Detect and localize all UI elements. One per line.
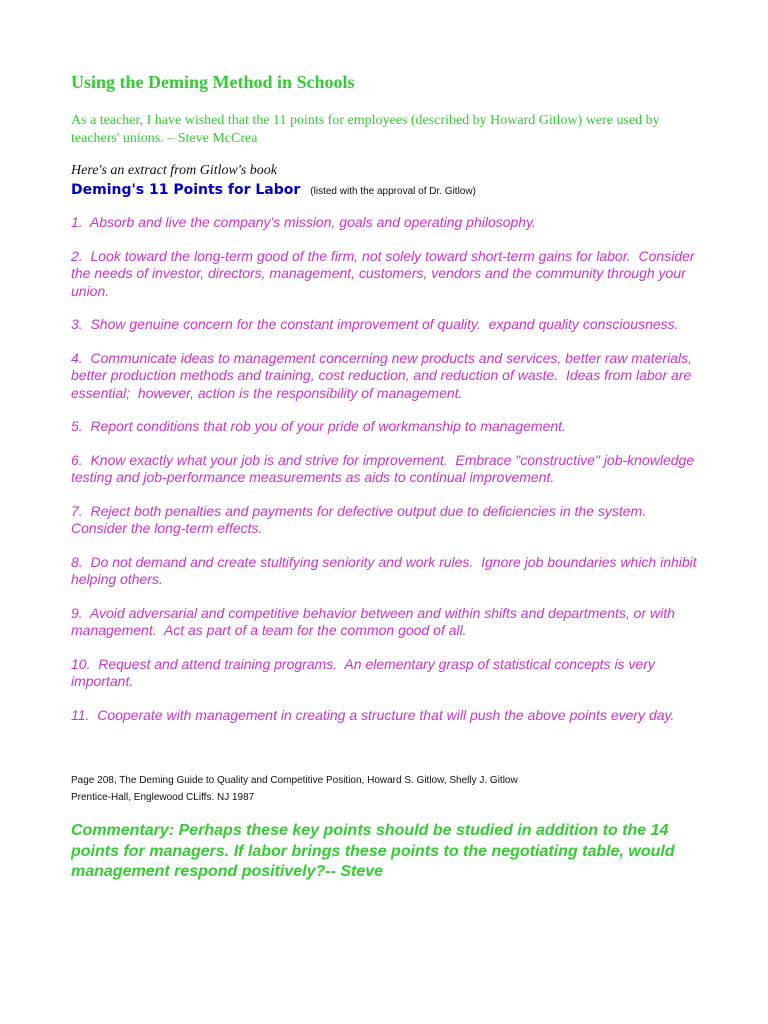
source-line-2: Prentice-Hall, Englewood CLiffs. NJ 1987 — [71, 792, 255, 803]
intro-paragraph: As a teacher, I have wished that the 11 points for employees (described by Howard Gitlow) were used by teachers' unions. – Steve McCrea — [71, 113, 660, 146]
point-item: 4. Communicate ideas to management concerning new products and services, better raw materials, better production methods and training, cost reduction, and reduction of waste. Ideas from labor are essential; however, action is the responsibility of management. — [71, 349, 696, 401]
points-list — [71, 214, 701, 724]
point-item: 11. Cooperate with management in creating a structure that will push the above points every day. — [71, 706, 675, 723]
point-item: 9. Avoid adversarial and competitive behavior between and within shifts and departments, or with management. Act as part of a team for the common good of all. — [71, 604, 679, 638]
points-heading-note: (listed with the approval of Dr. Gitlow) — [310, 186, 476, 197]
page-title: Using the Deming Method in Schools — [71, 72, 355, 92]
commentary-paragraph: Commentary: Perhaps these key points should be studied in addition to the 14 points for managers. If labor brings these points to the negotiating table, would management respond positively?-- Steve — [71, 822, 675, 880]
source-line-1: Page 208, The Deming Guide to Quality and Competitive Position, Howard S. Gitlow, Shelly J. Gitlow — [71, 775, 518, 786]
point-item: 6. Know exactly what your job is and strive for improvement. Embrace "constructive" job-knowledge testing and job-performance measurements as aids to continual improvement. — [71, 451, 698, 485]
point-item: 7. Reject both penalties and payments for defective output due to deficiencies in the system. Consider the long-term effects. — [71, 502, 654, 536]
source-citation — [71, 772, 518, 806]
points-heading-title: Deming's 11 Points for Labor — [71, 182, 301, 198]
point-item: 8. Do not demand and create stultifying seniority and work rules. Ignore job boundaries which inhibit helping others. — [71, 553, 701, 587]
points-heading — [71, 181, 476, 199]
point-item: 1. Absorb and live the company's mission, goals and operating philosophy. — [71, 214, 536, 230]
point-item: 3. Show genuine concern for the constant improvement of quality. expand quality consciousness. — [71, 316, 679, 332]
extract-line: Here's an extract from Gitlow's book — [71, 163, 277, 178]
point-item: 2. Look toward the long-term good of the firm, not solely toward short-term gains for labor. Consider the needs of investor, directors, management, customers, vendors and the community through your union. — [71, 247, 699, 299]
point-item: 10. Request and attend training programs. An elementary grasp of statistical concepts is very important. — [71, 655, 659, 689]
point-item: 5. Report conditions that rob you of your pride of workmanship to management. — [71, 418, 566, 434]
